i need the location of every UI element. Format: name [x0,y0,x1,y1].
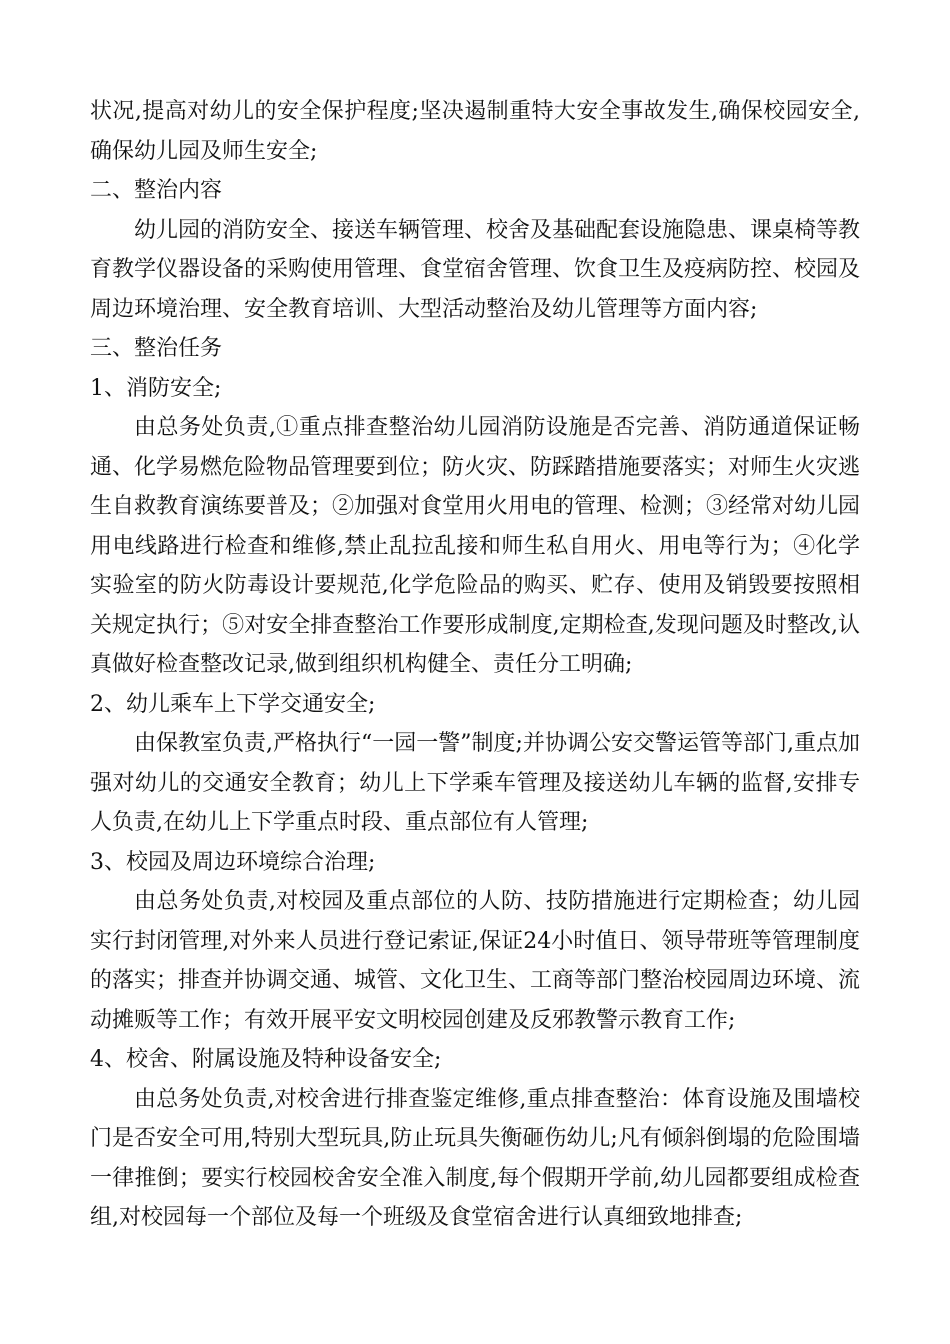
paragraph-environment: 由总务处负责,对校园及重点部位的人防、技防措施进行定期检查；幼儿园实行封闭管理,对外来人员进行登记索证,保证24小时值日、领导带班等管理制度的落实；排查并协调交通、城管、文化卫生、工商等部门整治校园周边环境、流动摊贩等工作；有效开展平安文明校园创建及反邪教警示教育工作; [90,889,861,1033]
paragraph-traffic-safety: 由保教室负责,严格执行“一园一警”制度;并协调公安交警运管等部门,重点加强对幼儿的交通安全教育；幼儿上下学乘车管理及接送幼儿车辆的监督,安排专人负责,在幼儿上下学重点时段、重点部位有人管理; [90,731,860,835]
heading-section-2: 二、整治内容 [90,178,223,203]
subheading-1: 1、消防安全; [90,375,222,401]
paragraph-content: 幼儿园的消防安全、接送车辆管理、校舍及基础配套设施隐患、课桌椅等教育教学仪器设备的采购使用管理、食堂宿舍管理、饮食卫生及疫病防控、校园及周边环境治理、安全教育培训、大型活动整治及幼儿管理等方面内容; [90,217,861,322]
paragraph-1: 状况,提高对幼儿的安全保护程度;坚决遏制重特大安全事故发生,确保校园安全,确保幼儿园及师生安全; [90,99,860,164]
subheading-3: 3、校园及周边环境综合治理; [90,849,376,875]
paragraph-buildings: 由总务处负责,对校舍进行排查鉴定维修,重点排查整治：体育设施及围墙校门是否安全可用,特别大型玩具,防止玩具失衡砸伤幼儿;凡有倾斜倒塌的危险围墙一律推倒；要实行校园校舍安全准入制度,每个假期开学前,幼儿园都要组成检查组,对校园每一个部位及每一个班级及食堂宿舍进行认真细致地排查; [90,1086,860,1230]
heading-section-3: 三、整治任务 [90,336,223,361]
paragraph-fire-safety: 由总务处负责,①重点排查整治幼儿园消防设施是否完善、消防通道保证畅通、化学易燃危险物品管理要到位；防火灾、防踩踏措施要落实；对师生火灾逃生自救教育演练要普及；②加强对食堂用火用电的管理、检测；③经常对幼儿园用电线路进行检查和维修,禁止乱拉乱接和师生私自用火、用电等行为；④化学实验室的防火防毒设计要规范,化学危险品的购买、贮存、使用及销毁要按照相关规定执行；⑤对安全排查整治工作要形成制度,定期检查,发现问题及时整改,认真做好检查整改记录,做到组织机构健全、责任分工明确; [90,415,861,677]
subheading-4: 4、校舍、附属设施及特种设备安全; [90,1047,442,1072]
subheading-2: 2、幼儿乘车上下学交通安全; [90,691,376,717]
document-page [90,92,860,1238]
